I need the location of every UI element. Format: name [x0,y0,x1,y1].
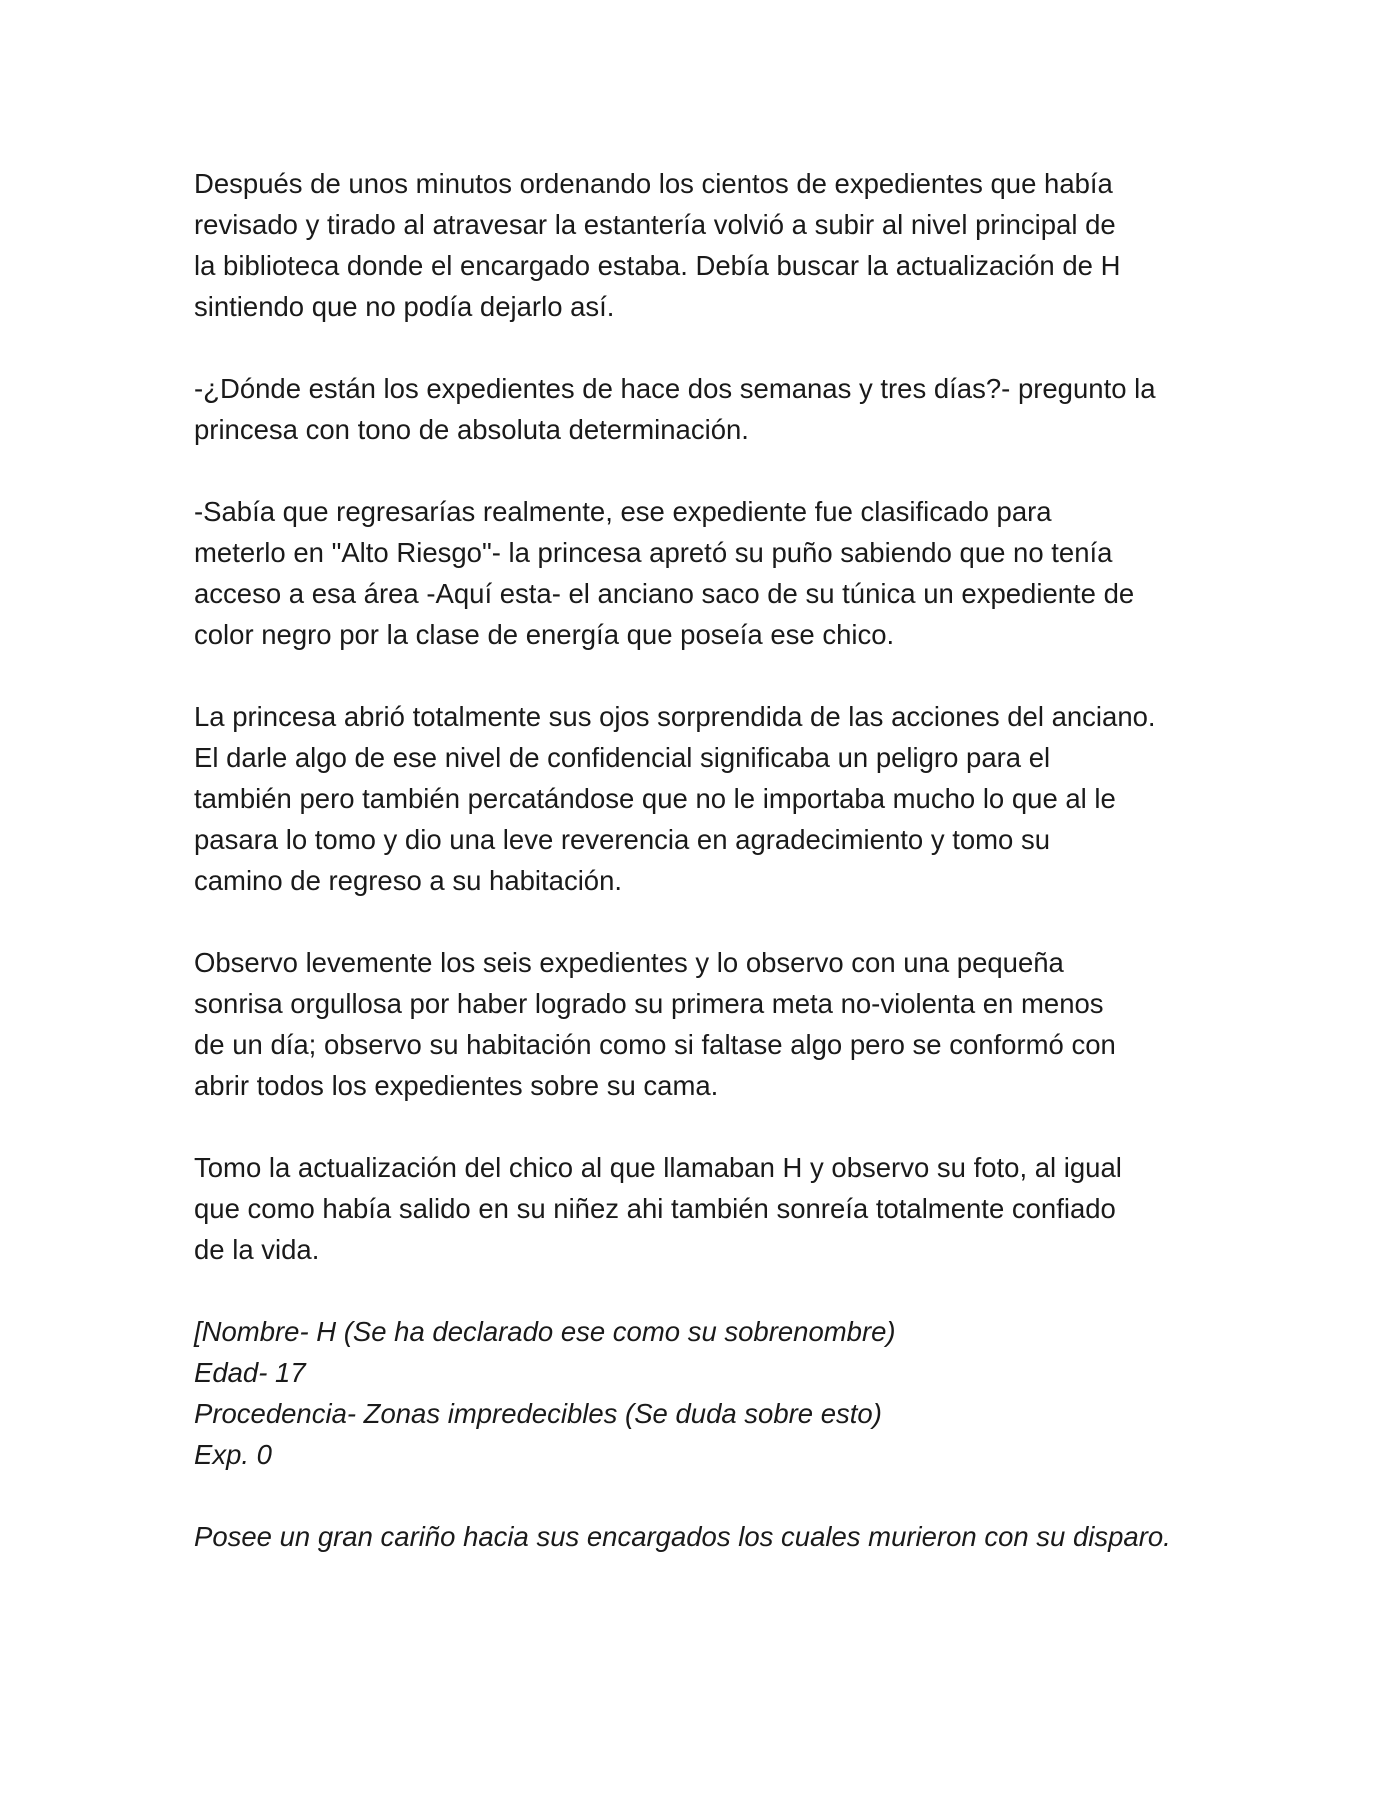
paragraph-1 [194,163,1234,327]
text-line: también pero también percatándose que no le importaba mucho lo que al le [194,783,1116,814]
text-line: La princesa abrió totalmente sus ojos sorprendida de las acciones del anciano. [194,701,1156,732]
record-note [194,1516,1234,1557]
paragraph-3 [194,491,1234,655]
paragraph-2 [194,368,1234,450]
text-line: sintiendo que no podía dejarlo así. [194,291,615,322]
record-exp-line: Exp. 0 [194,1439,272,1470]
text-line: camino de regreso a su habitación. [194,865,623,896]
text-line: Tomo la actualización del chico al que llamaban H y observo su foto, al igual [194,1152,1122,1183]
paragraph-6 [194,1147,1234,1270]
text-line: meterlo en "Alto Riesgo"- la princesa apretó su puño sabiendo que no tenía [194,537,1113,568]
record-name-line: [Nombre- H (Se ha declarado ese como su sobrenombre) [194,1316,896,1347]
record-age-line: Edad- 17 [194,1357,306,1388]
text-line: Después de unos minutos ordenando los cientos de expedientes que había [194,168,1113,199]
text-line: -Sabía que regresarías realmente, ese expediente fue clasificado para [194,496,1052,527]
text-line: Observo levemente los seis expedientes y lo observo con una pequeña [194,947,1064,978]
text-line: que como había salido en su niñez ahi también sonreía totalmente confiado [194,1193,1116,1224]
text-line: de un día; observo su habitación como si faltase algo pero se conformó con [194,1029,1116,1060]
paragraph-4 [194,696,1234,901]
text-line: revisado y tirado al atravesar la estantería volvió a subir al nivel principal de [194,209,1116,240]
text-line: -¿Dónde están los expedientes de hace dos semanas y tres días?- pregunto la [194,373,1156,404]
document-body [194,163,1234,1557]
text-line: acceso a esa área -Aquí esta- el anciano saco de su túnica un expediente de [194,578,1135,609]
text-line: de la vida. [194,1234,320,1265]
text-line: abrir todos los expedientes sobre su cama. [194,1070,719,1101]
record-note-line: Posee un gran cariño hacia sus encargados los cuales murieron con su disparo. [194,1521,1171,1552]
text-line: la biblioteca donde el encargado estaba. Debía buscar la actualización de H [194,250,1121,281]
paragraph-5 [194,942,1234,1106]
text-line: princesa con tono de absoluta determinación. [194,414,749,445]
record-origin-line: Procedencia- Zonas impredecibles (Se duda sobre esto) [194,1398,882,1429]
character-record [194,1311,1234,1475]
text-line: El darle algo de ese nivel de confidencial significaba un peligro para el [194,742,1051,773]
text-line: sonrisa orgullosa por haber logrado su primera meta no-violenta en menos [194,988,1104,1019]
text-line: pasara lo tomo y dio una leve reverencia en agradecimiento y tomo su [194,824,1051,855]
text-line: color negro por la clase de energía que poseía ese chico. [194,619,895,650]
